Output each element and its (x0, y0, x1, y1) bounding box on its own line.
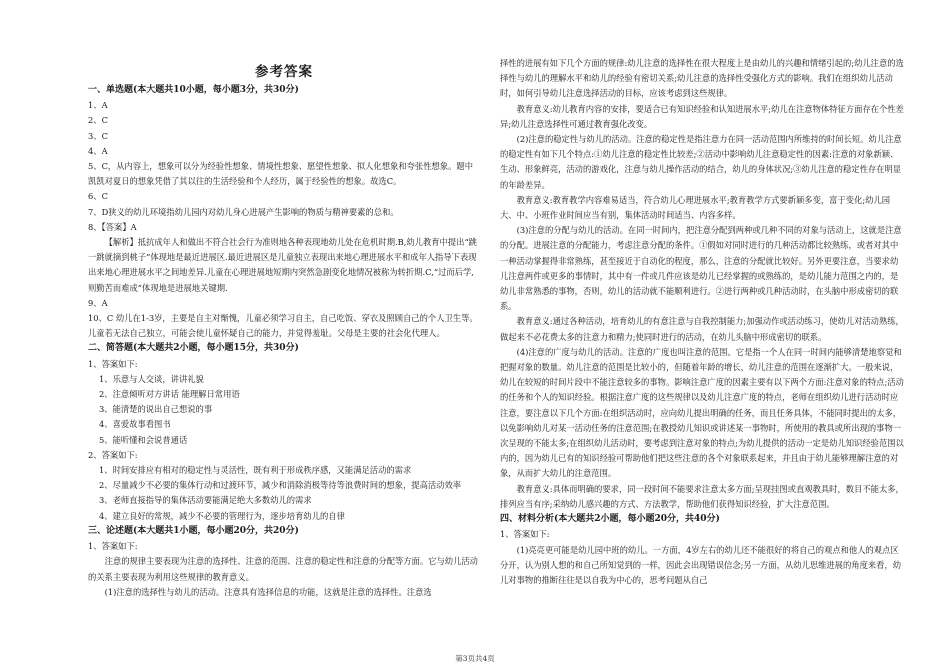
page-title: 参考答案 (255, 64, 313, 80)
paragraph: (2)注意的稳定性与幼儿的活动。注意的稳定性是指注意力在同一活动范围内所维持的时间长短。幼儿注意的稳定性有如下几个特点:①幼儿注意的稳定性比较差;②活动中影响幼儿注意稳定性的因素:注意的对象新颖、生动、形象鲜亮，活动的游戏化，注意与幼儿操作活动的结合，幼儿的身体状况;③幼儿注意的稳定性存在明显的年龄差异。 (500, 134, 902, 190)
paragraph: (1)亮亮更可能是幼儿园中班的幼儿。一方面，4岁左右的幼儿还不能很好的将自己的观点和他人的观点区分开，认为别人想的和自己所知觉到的一样，因此会出现错误信念;另一方面，从幼儿思维进展的角度来看，幼儿对事物的推断往往是以自我为中心的，思考问题从自己 (500, 544, 902, 585)
paragraph: 3、老师直接指导的集体活动要能满足绝大多数幼儿的需求 (99, 495, 312, 506)
section-heading: 四、材料分析(本大题共2小题，每小题20分，共40分) (500, 514, 720, 525)
section-heading: 二、简答题(本大题共2小题，每小题15分，共30分) (88, 343, 299, 354)
paragraph: 注意的规律主要表现为注意的选择性、注意的范围、注意的稳定性和注意的分配等方面。它与幼儿活动的关系主要表现为利用这些规律的教育意义。 (88, 556, 478, 582)
left-column (88, 64, 480, 600)
paragraph: (1)注意的选择性与幼儿的活动。注意具有选择信息的功能，这就是注意的选择性。注意选 (104, 586, 432, 597)
left-body (88, 83, 480, 600)
paragraph: 教育意义:教育教学内容难易适当，符合幼儿心理进展水平;教育教学方式要新颖多变，富于变化;幼儿园大、中、小班作业时间应当有别，集体活动时间适当、内容多样。 (500, 194, 891, 221)
paragraph: (4)注意的广度与幼儿的活动。注意的广度也叫注意的范围。它是指一个人在同一时间内能够清楚地察觉和把握对象的数量。幼儿注意的范围是比较小的，但随着年龄的增长，幼儿注意的范围在逐渐扩大。一般来说，幼儿在较短的时间片段中不能注意较多的事物。影响注意广度的因素主要有以下两个方面:注意对象的特点;活动的任务和个人的知识经验。根据注意广度的这些规律以及幼儿注意广度的特点，老师在组织幼儿进行活动时应注意，要注意以下几个方面:在组织活动时，应向幼儿提出明确的任务，而且任务具体，不能同时提出的太多，以免影响幼儿对某一活动任务的注意范围;在教授幼儿知识或讲述某一事物时，所使用的教具或所出现的事物一次呈现的不能太多;在组织幼儿活动时，要考虑到注意对象的特点;为幼儿提供的活动一定是幼儿知识经验范围以内的，因为幼儿已有的知识经验可帮助他们把这些注意的各个对象联系起来，并且由于幼儿能够理解注意的对象，从而扩大幼儿的注意范围。 (500, 346, 904, 479)
section-heading: 三、论述题(本大题共1小题，每小题20分，共20分) (88, 525, 299, 536)
paragraph: 1、答案如下: (88, 541, 138, 552)
paragraph: 择性的进展有如下几个方面的规律:幼儿注意的选择性在很大程度上是由幼儿的兴趣和情绪引起的;幼儿注意的选择性与幼儿的理解水平和幼儿的经验有密切关系;幼儿注意的选择性受强化方式的影响。我们在组织幼儿活动时，如何引导幼儿注意选择活动的目标，应该考虑到这些规律。 (500, 58, 904, 99)
paragraph: 5、C，从内容上，想象可以分为经验性想象、情境性想象、愿望性想象、拟人化想象和夸张性想象。题中凯凯对夏日的想象凭借了其以往的生活经验和个人经历，属于经验性的想象。故选C。 (88, 161, 473, 187)
paragraph: 2、注意倾听对方讲话 能理解日常用语 (99, 389, 240, 400)
paragraph: 1、时间安排应有相对的稳定性与灵活性，既有利于形成秩序感，又能满足活动的需求 (99, 465, 412, 476)
paragraph: 2、尽量减少不必要的集体行动和过渡环节，减少和消除消极等待等浪费时间的想象，提高活动效率 (99, 480, 462, 491)
paragraph: 3、C (88, 130, 108, 141)
paragraph: 5、能听懂和会说普通话 (99, 434, 188, 445)
paragraph: 7、D狭义的幼儿环境指幼儿园内对幼儿身心进展产生影响的物质与精神要素的总和。 (88, 206, 399, 217)
right-body (500, 56, 905, 588)
paragraph: (3)注意的分配与幼儿的活动。在同一时间内，把注意分配到两种或几种不同的对象与活动上，这就是注意的分配。进展注意的分配能力，考虑注意分配的条件。①假如对同时进行的几种活动都比较熟练，或者对其中一种活动掌握得非常熟练，甚至接近于自动化的程度，那么，注意的分配就比较好。另外更要注意，当要求幼儿注意两件或更多的事情时，其中有一件或几件应该是幼儿已经掌握的或熟练的，是幼儿能力范围之内的，是幼儿非常熟悉的事物，否则，幼儿的活动就不能顺利进行。②进行两种或几种活动时，在头脑中形成密切的联系。 (500, 225, 902, 312)
right-column (500, 56, 905, 588)
paragraph: 教育意义:通过各种活动，培育幼儿的有意注意与自我控制能力;加强动作或活动练习，使幼儿对活动熟练，做起来不必花费太多的注意力和精力;使同时进行的活动，在幼儿头脑中形成密切的联系。 (500, 316, 904, 342)
section-heading: 一、单选题(本大题共10小题，每小题3分，共30分) (88, 85, 299, 95)
paragraph: 1、乐意与人交谈，讲讲礼貌 (99, 373, 204, 384)
paragraph: 1、答案如下: (500, 529, 550, 540)
paragraph: 9、A (88, 297, 108, 308)
paragraph: 2、答案如下: (88, 449, 138, 460)
paragraph: 教育意义:幼儿教育内容的安排，要适合已有知识经验和认知进展水平;幼儿在注意物体特征方面存在个性差异;幼儿注意选择性可通过教育强化改变。 (500, 103, 904, 129)
paragraph: 6、C (88, 191, 108, 202)
paragraph: 1、答案如下: (88, 358, 138, 369)
paragraph: 10、C 幼儿在1-3岁，主要是自主对惭愧，儿童必须学习自主，自己吃饭、穿衣及照顾自己的个人卫生等。儿童若无法自己独立，可能会使儿童怀疑自己的能力，并觉得羞耻。父母是主要的社会化代理人。 (88, 313, 478, 339)
paragraph: 4、喜爱故事看图书 (99, 419, 171, 430)
paragraph: 教育意义:具体而明确的要求，同一段时间不能要求注意太多方面;呈现挂图或直观教具时，数目不能太多，排列应当有序;采纳幼儿感兴趣的方式、方法教学，帮助他们获得知识经验，扩大注意范围。 (500, 483, 904, 509)
paragraph: 1、A (88, 100, 108, 111)
paragraph: 2、C (88, 115, 108, 126)
paragraph: 4、建立良好的常规，减少不必要的管理行为，逐步培育幼儿的自律 (99, 510, 345, 521)
paragraph: 8、【答案】A (88, 221, 137, 232)
paragraph: 3、能清楚的说出自己想说的事 (99, 404, 213, 415)
paragraph: 4、A (88, 145, 108, 156)
paragraph: 【解析】抵抗成年人和做出不符合社会行为准则地各种表现地幼儿处在危机时期.B,幼儿教育中提出“跳一跳就摘到桃子”体现地是最近进展区.最近进展区是儿童独立表现出来地心理进展水平和成年人指导下表现出来地心理进展水平之间地差异.儿童在心理进展地短期内突然急剧变化地情况被称为转折期.C,“过而后学,则勤苦而难成”体现地是进展地关键期. (88, 237, 477, 293)
page-footer: 第3页共4页 (455, 654, 495, 663)
